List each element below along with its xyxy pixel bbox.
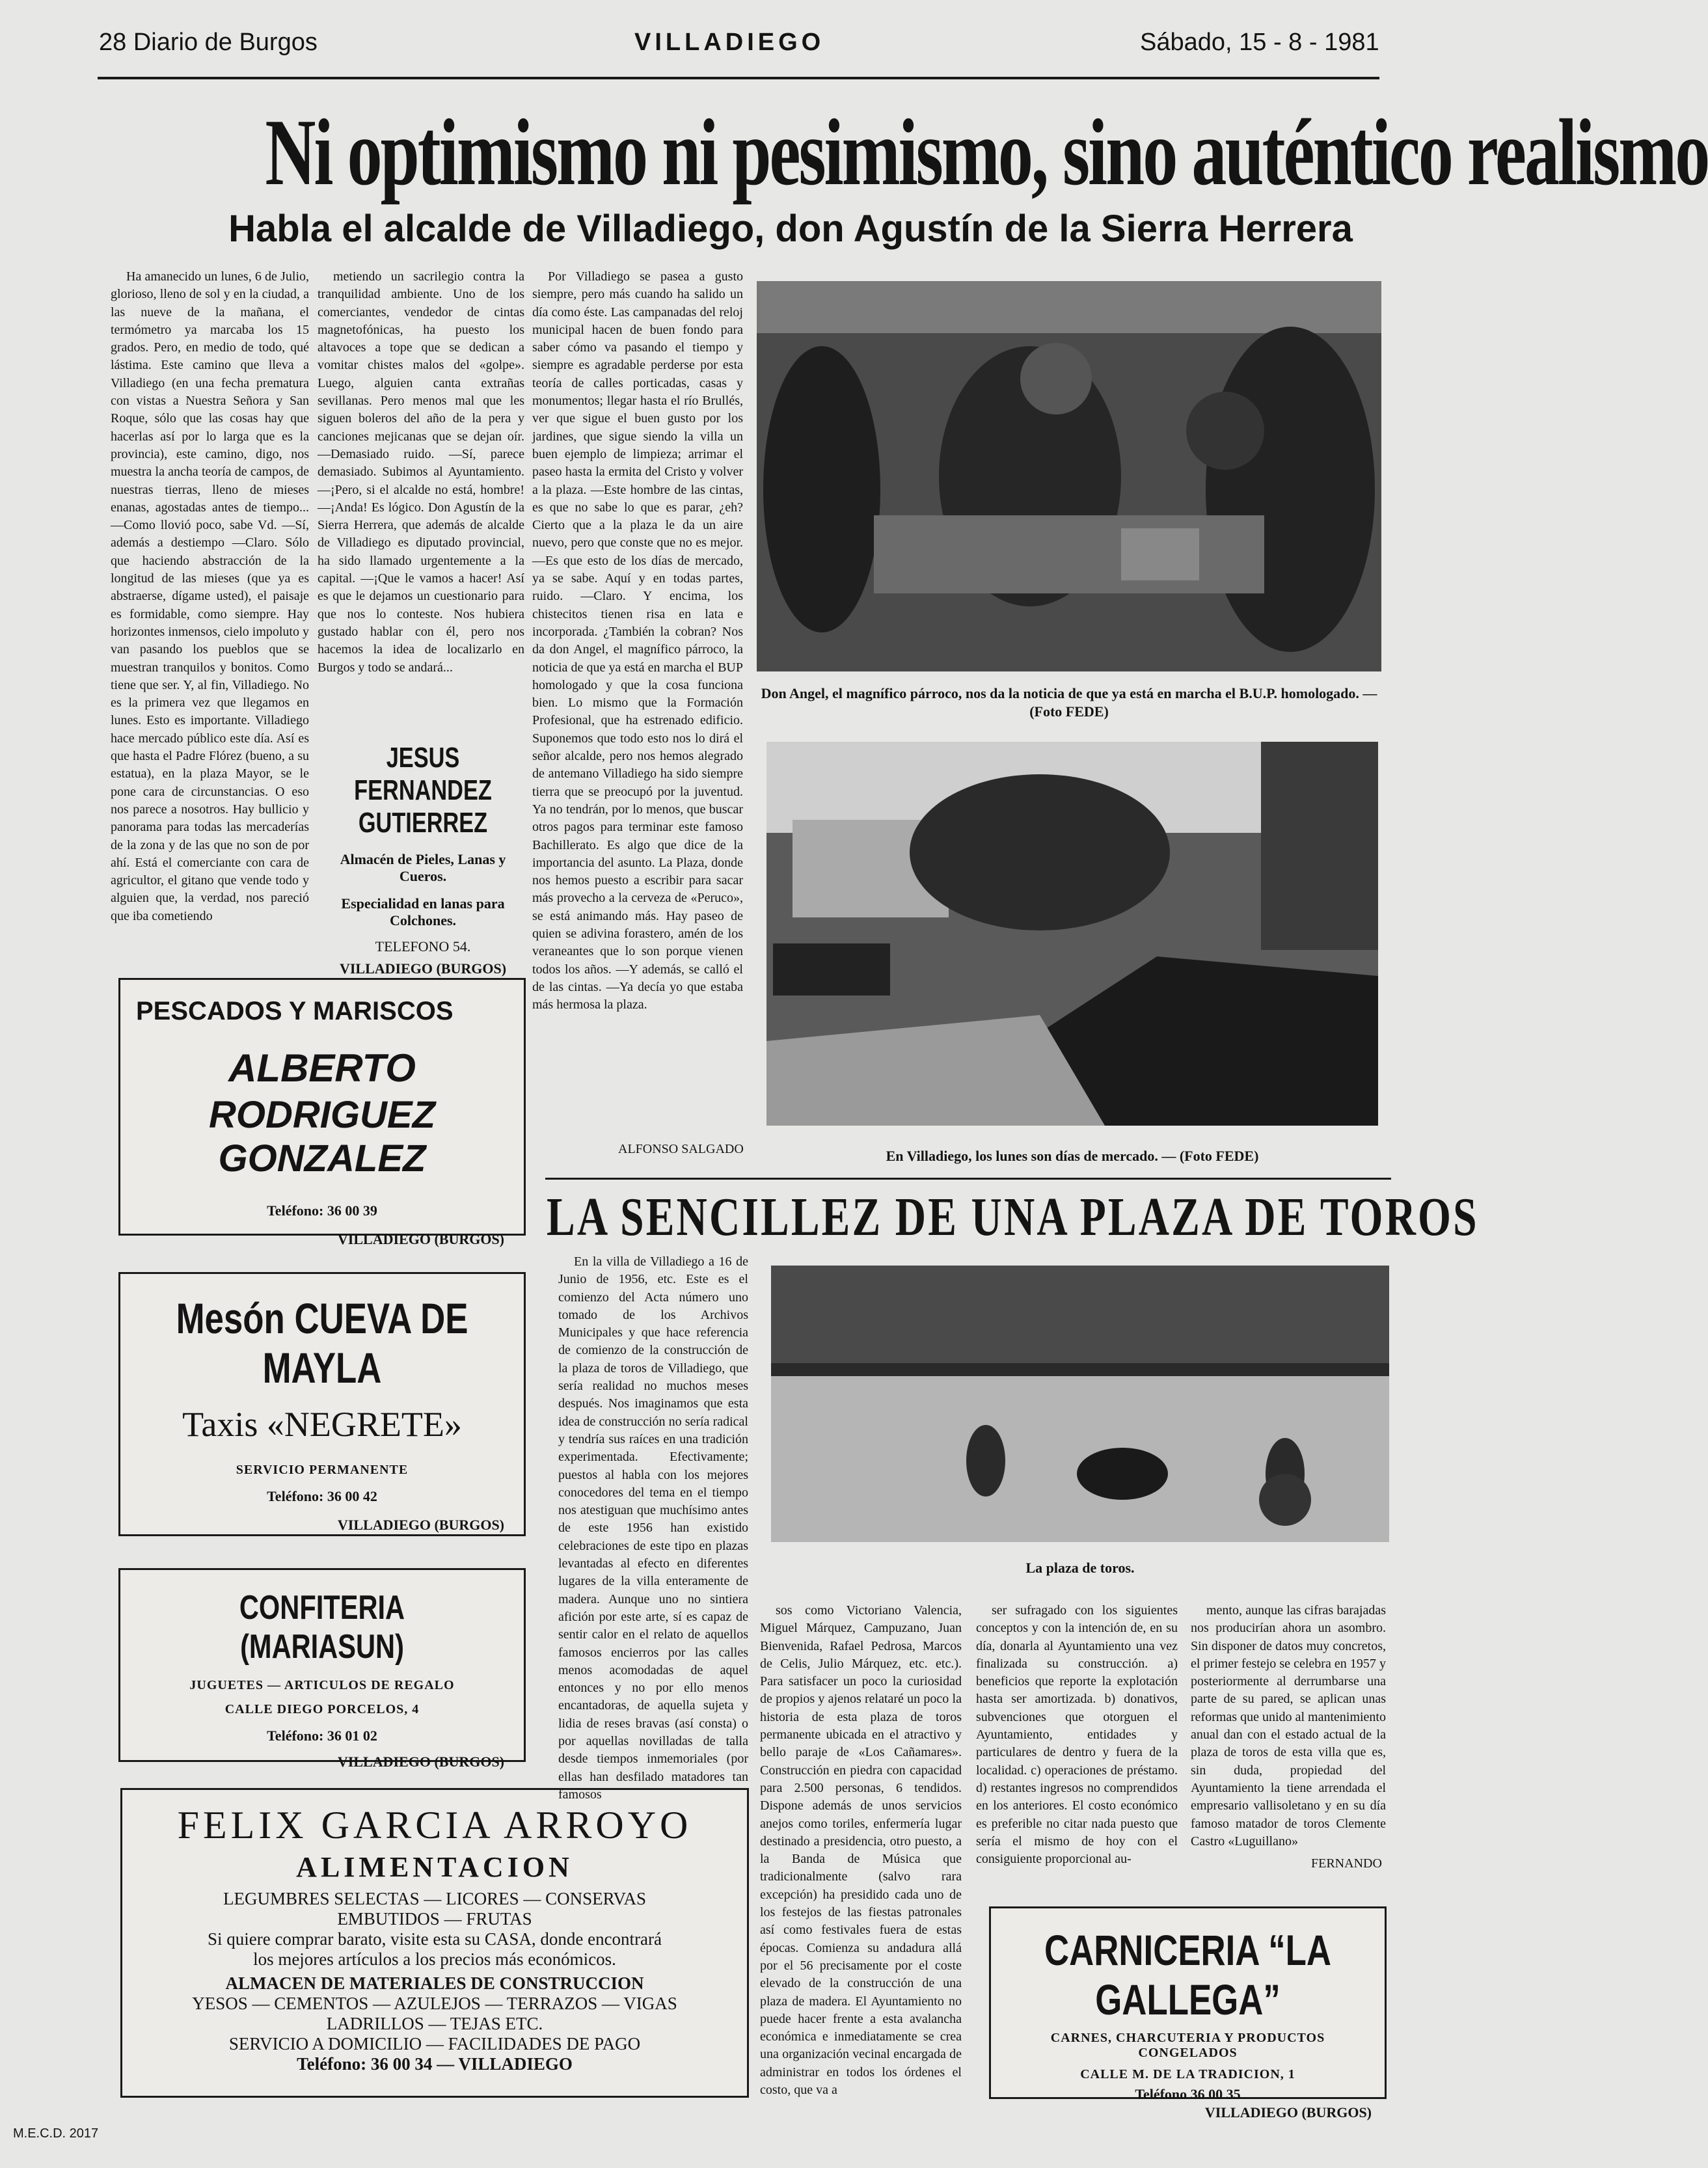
main-headline: Ni optimismo ni pesimismo, sino auténtico realismo: [265, 100, 1708, 205]
toros-column-b: [976, 1602, 1178, 1867]
ad-meson: [118, 1272, 526, 1536]
photo-market-image: [766, 742, 1378, 1126]
toros-col-b-text: ser sufragado con los siguientes conceptos y con la intención de, en su día, donarla al Ayuntamiento una vez finalizada su construcción. a) beneficios que reporte la explotación hasta ser amortizada. b) donativos, subvenciones que otorguen el Ayuntamiento, entidades y particulares de dentro y fuera de la localidad. c) operaciones de préstamo. d) restantes ingresos no comprendidos en los anteriores. El costo económico es preferible no citar nada puesto que sería el mismo de hoy con el consiguiente proporcional au-: [976, 1603, 1178, 1867]
photo-market: [766, 742, 1378, 1126]
ad-felix-line9: Teléfono: 36 00 34 — VILLADIEGO: [297, 2054, 573, 2074]
ad-jesus-town: VILLADIEGO (BURGOS): [339, 960, 507, 977]
ad-jesus-phone: TELEFONO 54.: [375, 938, 471, 955]
photo-priest: [757, 281, 1381, 671]
article-col1-text: Ha amanecido un lunes, 6 de Julio, glorioso, lleno de sol y en la ciudad, a las nueve de la mañana, el termómetro ya marcaba los 15 grados. Pero, en medio de todo, qué lástima. Este camino que lleva a Villadiego (en una fecha prematura con vistas a Nuestra Señora y San Roque, sólo que las cosas hay que hacerlas así por lo larga que es la provincia), este camino, digo, nos muestra la ancha teoría de campos, de nuestras tierras, lleno de mieses enanas, agostadas antes de tiempo... —Como llovió poco, sabe Vd. —Sí, además a destiempo —Claro. Sólo que haciendo abstracción de la longitud de las mieses (que ya es abstraerse, dígame usted), el paisaje es formidable, como siempre. Hay horizontes inmensos, cielo impoluto y van pasando los pueblos que se muestran tranquilos y bonitos. Como tiene que ser. Y, al fin, Villadiego. No es la primera vez que llegamos en lunes. Esto es importante. Villadiego hace mercado público este día. Así es que hasta el Padre Flórez (bueno, a su estatua), en la plaza Mayor, se le pone cara de circunstancias. O eso nos parece a nosotros. Hay bullicio y panorama para todas las mercaderías de la zona y de las que no son de por ahí. Está el comerciante con cara de agricultor, el gitano que vende todo y alguien que, la verdad, nos pareció que iba cometiendo: [111, 269, 309, 923]
ad-felix-line1: LEGUMBRES SELECTAS — LICORES — CONSERVAS: [223, 1889, 647, 1908]
toros-column-left: [558, 1253, 748, 1802]
ad-jesus-line1: Almacén de Pieles, Lanas y Cueros.: [340, 851, 506, 884]
ad-felix-line6: YESOS — CEMENTOS — AZULEJOS — TERRAZOS — VIGAS: [192, 1994, 677, 2013]
ad-pescados-title: PESCADOS Y MARISCOS: [136, 997, 454, 1025]
article-column-1: [111, 268, 309, 948]
ad-felix-title: FELIX GARCIA ARROYO: [177, 1804, 692, 1847]
ad-carniceria-line2: CONGELADOS: [1138, 2046, 1238, 2060]
toros-headline: LA SENCILLEZ DE UNA PLAZA DE TOROS: [547, 1187, 1479, 1247]
ad-felix-line5: ALMACEN DE MATERIALES DE CONSTRUCCION: [225, 1973, 644, 1993]
toros-column-c: [1191, 1602, 1386, 1852]
article-byline: ALFONSO SALGADO: [618, 1142, 744, 1156]
ad-felix-line7: LADRILLOS — TEJAS ETC.: [326, 2014, 543, 2033]
ad-confiteria-town: VILLADIEGO (BURGOS): [337, 1754, 504, 1770]
page-number-paper: 28 Diario de Burgos: [99, 29, 318, 56]
ad-meson-service: SERVICIO PERMANENTE: [236, 1463, 409, 1477]
photo-priest-caption: Don Angel, el magnífico párroco, nos da la noticia de que ya está en marcha el B.U.P. homologado. — (Foto FEDE): [761, 685, 1377, 720]
ad-pescados: [118, 978, 526, 1247]
ad-confiteria: [118, 1568, 526, 1770]
ad-meson-title: Mesón CUEVA DE MAYLA: [176, 1294, 468, 1392]
photo-market-caption: En Villadiego, los lunes son días de mercado. — (Foto FEDE): [886, 1148, 1259, 1164]
ad-felix-line2: EMBUTIDOS — FRUTAS: [337, 1909, 532, 1929]
ad-carniceria-title: CARNICERIA “LA GALLEGA”: [1044, 1926, 1331, 2024]
ad-pescados-name1: ALBERTO: [228, 1046, 416, 1090]
subheadline: Habla el alcalde de Villadiego, don Agustín de la Sierra Herrera: [228, 208, 1353, 250]
photo-bullring-caption: La plaza de toros.: [1025, 1560, 1135, 1576]
photo-bullring: [771, 1266, 1389, 1542]
ad-confiteria-phone: Teléfono: 36 01 02: [267, 1728, 377, 1744]
photo-priest-image: [757, 281, 1381, 671]
ad-carniceria-line3: CALLE M. DE LA TRADICION, 1: [1080, 2067, 1295, 2081]
ad-jesus-fernandez: [319, 742, 527, 977]
ad-carniceria: [989, 1906, 1387, 2121]
ad-pescados-name2: RODRIGUEZ GONZALEZ: [209, 1094, 435, 1180]
article-column-3: [532, 268, 743, 1133]
ad-carniceria-phone: Teléfono 36 00 35: [1135, 2086, 1241, 2102]
ad-meson-town: VILLADIEGO (BURGOS): [337, 1517, 504, 1533]
ad-felix-line4: los mejores artículos a los precios más económicos.: [253, 1949, 616, 1969]
toros-byline: FERNANDO: [1311, 1856, 1382, 1871]
ad-pescados-phone: Teléfono: 36 00 39: [267, 1202, 377, 1219]
ad-confiteria-line2: CALLE DIEGO PORCELOS, 4: [224, 1702, 420, 1716]
toros-col-left-text: En la villa de Villadiego a 16 de Junio de 1956, etc. Este es el comienzo del Acta número uno tomado de los Archivos Municipales y que hace referencia de comienzo de la construcción de la plaza de toros de Villadiego, que sería realidad no muchos meses después. Nos imaginamos que esta idea de construcción no sería radical y tendría sus raíces en una tradición experimentada. Efectivamente; puestos al habla con los mejores conocedores del tema en el tiempo nos atestiguan que muchísimo antes de este 1956 han existido celebraciones de este tipo en plazas levantadas al efecto en diferentes lugares de la villa enteramente de madera. Aunque uno no sintiera afición por este arte, sí es capaz de sentir calor en el relato de aquellos famosos encierros por las calles menos acomodadas de aquel entonces y no por ello menos encantadoras, de aquella sujeta y lidia de reses bravas (así consta) o por aquellas novilladas de talla desde tiempos inmemoriales (por ellas han desfilado matadores tan famosos: [558, 1254, 748, 1802]
article-col3-text: Por Villadiego se pasea a gusto siempre, pero más cuando ha salido un día como éste. Las campanadas del reloj municipal hacen de buen fondo para saber cómo va pasando el tiempo y siempre es agradable perderse por esta teoría de calles porticadas, casas y monumentos; llegar hasta el río Brullés, ver que sigue el buen gusto por los jardines, que sigue siendo la villa un buen ejemplo de limpieza; arrimar el paseo hasta la ermita del Cristo y volver a la plaza. —Este hombre de las cintas, es que no sabe lo que es parar, ¿eh? Cierto que a la plaza le da un aire nuevo, pero que conste que no es mejor. —Es que esto de los días de mercado, ya se sabe. Aquí y en todas partes, ruido. —Claro. Y encima, los chistecitos tienen risa en lata e incorporada. ¿También la cobran? Nos da don Angel, el magnífico párroco, la noticia de que ya está en marcha el BUP homologado y que la cosa funciona bien. Lo mismo que la Formación Profesional, que ha estrenado edificio. Suponemos que todo esto nos lo dirá el señor alcalde, pero nos hemos alegrado de antemano Villadiego ha sido siempre tierra que se preocupó por la juventud. Ya no tendrán, por lo menos, que buscar otros pagos para terminar este famoso Bachillerato. Es algo que dice de la importancia del asunto. La Plaza, donde nos hemos puesto a escribir para sacar más provecho a la cerveza de «Peruco», se está animando más. Hay paseo de quien se adivina forastero, amén de los veraneantes que lo son porque vienen todos los años. —Y además, se calló el de las cintas. —Ya decía yo que estaba más hermosa la plaza.: [532, 269, 743, 1012]
ad-carniceria-town: VILLADIEGO (BURGOS): [1204, 2104, 1372, 2121]
toros-col-a-text: sos como Victoriano Valencia, Miguel Márquez, Campuzano, Juan Bienvenida, Rafael Pedrosa, Marcos de Celis, Julio Márquez, etc. etc.). Para satisfacer un poco la curiosidad de propios y ajenos relataré un poco la historia de esta plaza de toros permanente ubicada en el atractivo y bello paraje de «Los Cañamares». Construcción en piedra con capacidad para 2.500 personas, 6 tendidos. Dispone además de unos servicios anejos como toriles, enfermería lugar destinado a presidencia, otro puesto, a la Banda de Música que tradicionalmente (salvo rara excepción) ha presidido cada uno de los festejos de las fiestas patronales así como festivales fuera de estas épocas. Comienza su andadura allá por el 56 precisamente por el coste elevado de la construcción de una plaza de madera. El Ayuntamiento no puede hacer frente a esta avalancha económica e inmediatamente se crea una organización vecinal encargada de administrar en todos los órdenes el costo, que va a: [760, 1603, 962, 2098]
photo-bullring-image: [771, 1266, 1389, 1542]
issue-date: Sábado, 15 - 8 - 1981: [1140, 29, 1379, 56]
ad-felix-garcia: [120, 1788, 749, 2098]
ad-meson-phone: Teléfono: 36 00 42: [267, 1488, 377, 1504]
article-col2-text: metiendo un sacrilegio contra la tranquilidad ambiente. Uno de los comerciantes, vendedor de cintas magnetofónicas, ha puesto los altavoces a tope que se dedican a vomitar chistes malos del «golpe». Luego, alguien canta extrañas sevillanas. Pero menos mal que les siguen boleros del año de la pera y canciones mejicanas que se dejan oír. —Demasiado ruido. —Sí, parece demasiado. Subimos al Ayuntamiento. —¡Pero, si el alcalde no está, hombre! —¡Anda! Es lógico. Don Agustín de la Sierra Herrera, que además de alcalde de Villadiego es diputado provincial, ha sido llamado urgentemente a la capital. —¡Que le vamos a hacer! Así es que le dejamos un cuestionario para que nos lo conteste. Nos hubiera gustado hablar con él, pero nos hacemos la idea de localizarlo en Burgos y todo se andará...: [318, 269, 524, 675]
ad-felix-line8: SERVICIO A DOMICILIO — FACILIDADES DE PAGO: [228, 2034, 641, 2053]
archive-stamp: M.E.C.D. 2017: [13, 2126, 99, 2141]
ad-felix-line3: Si quiere comprar barato, visite esta su CASA, donde encontrará: [207, 1929, 662, 1949]
ad-meson-taxis: Taxis «NEGRETE»: [182, 1405, 462, 1444]
section-rule: [545, 1178, 1391, 1180]
ad-pescados-town: VILLADIEGO (BURGOS): [337, 1231, 504, 1247]
ad-jesus-name: JESUS FERNANDEZ GUTIERREZ: [354, 742, 492, 839]
toros-col-c-text: mento, aunque las cifras barajadas nos producirían ahora un asombro. Sin disponer de datos muy concretos, el primer festejo se celebra en 1957 y posteriormente al derrumbarse una parte de su pared, se aplican unas reformas que unido al mantenimiento anual dan con el estado actual de la plaza de toros de esta villa que es, sin duda, propiedad del Ayuntamiento la tiene arrendada el empresario vallisoletano y en su día famoso matador de toros Clemente Castro «Luguillano»: [1191, 1603, 1386, 1849]
ad-confiteria-title: CONFITERIA (MARIASUN): [239, 1589, 405, 1666]
ad-felix-subtitle: ALIMENTACION: [296, 1851, 573, 1883]
toros-column-a: [760, 1602, 962, 2100]
section-title: VILLADIEGO: [634, 29, 825, 56]
ad-jesus-line2: Especialidad en lanas para Colchones.: [341, 895, 505, 928]
ad-confiteria-line1: JUGUETES — ARTICULOS DE REGALO: [189, 1678, 455, 1692]
header-rule: [98, 77, 1379, 79]
ad-carniceria-line1: CARNES, CHARCUTERIA Y PRODUCTOS: [1050, 2031, 1325, 2045]
article-column-2: [318, 268, 524, 724]
